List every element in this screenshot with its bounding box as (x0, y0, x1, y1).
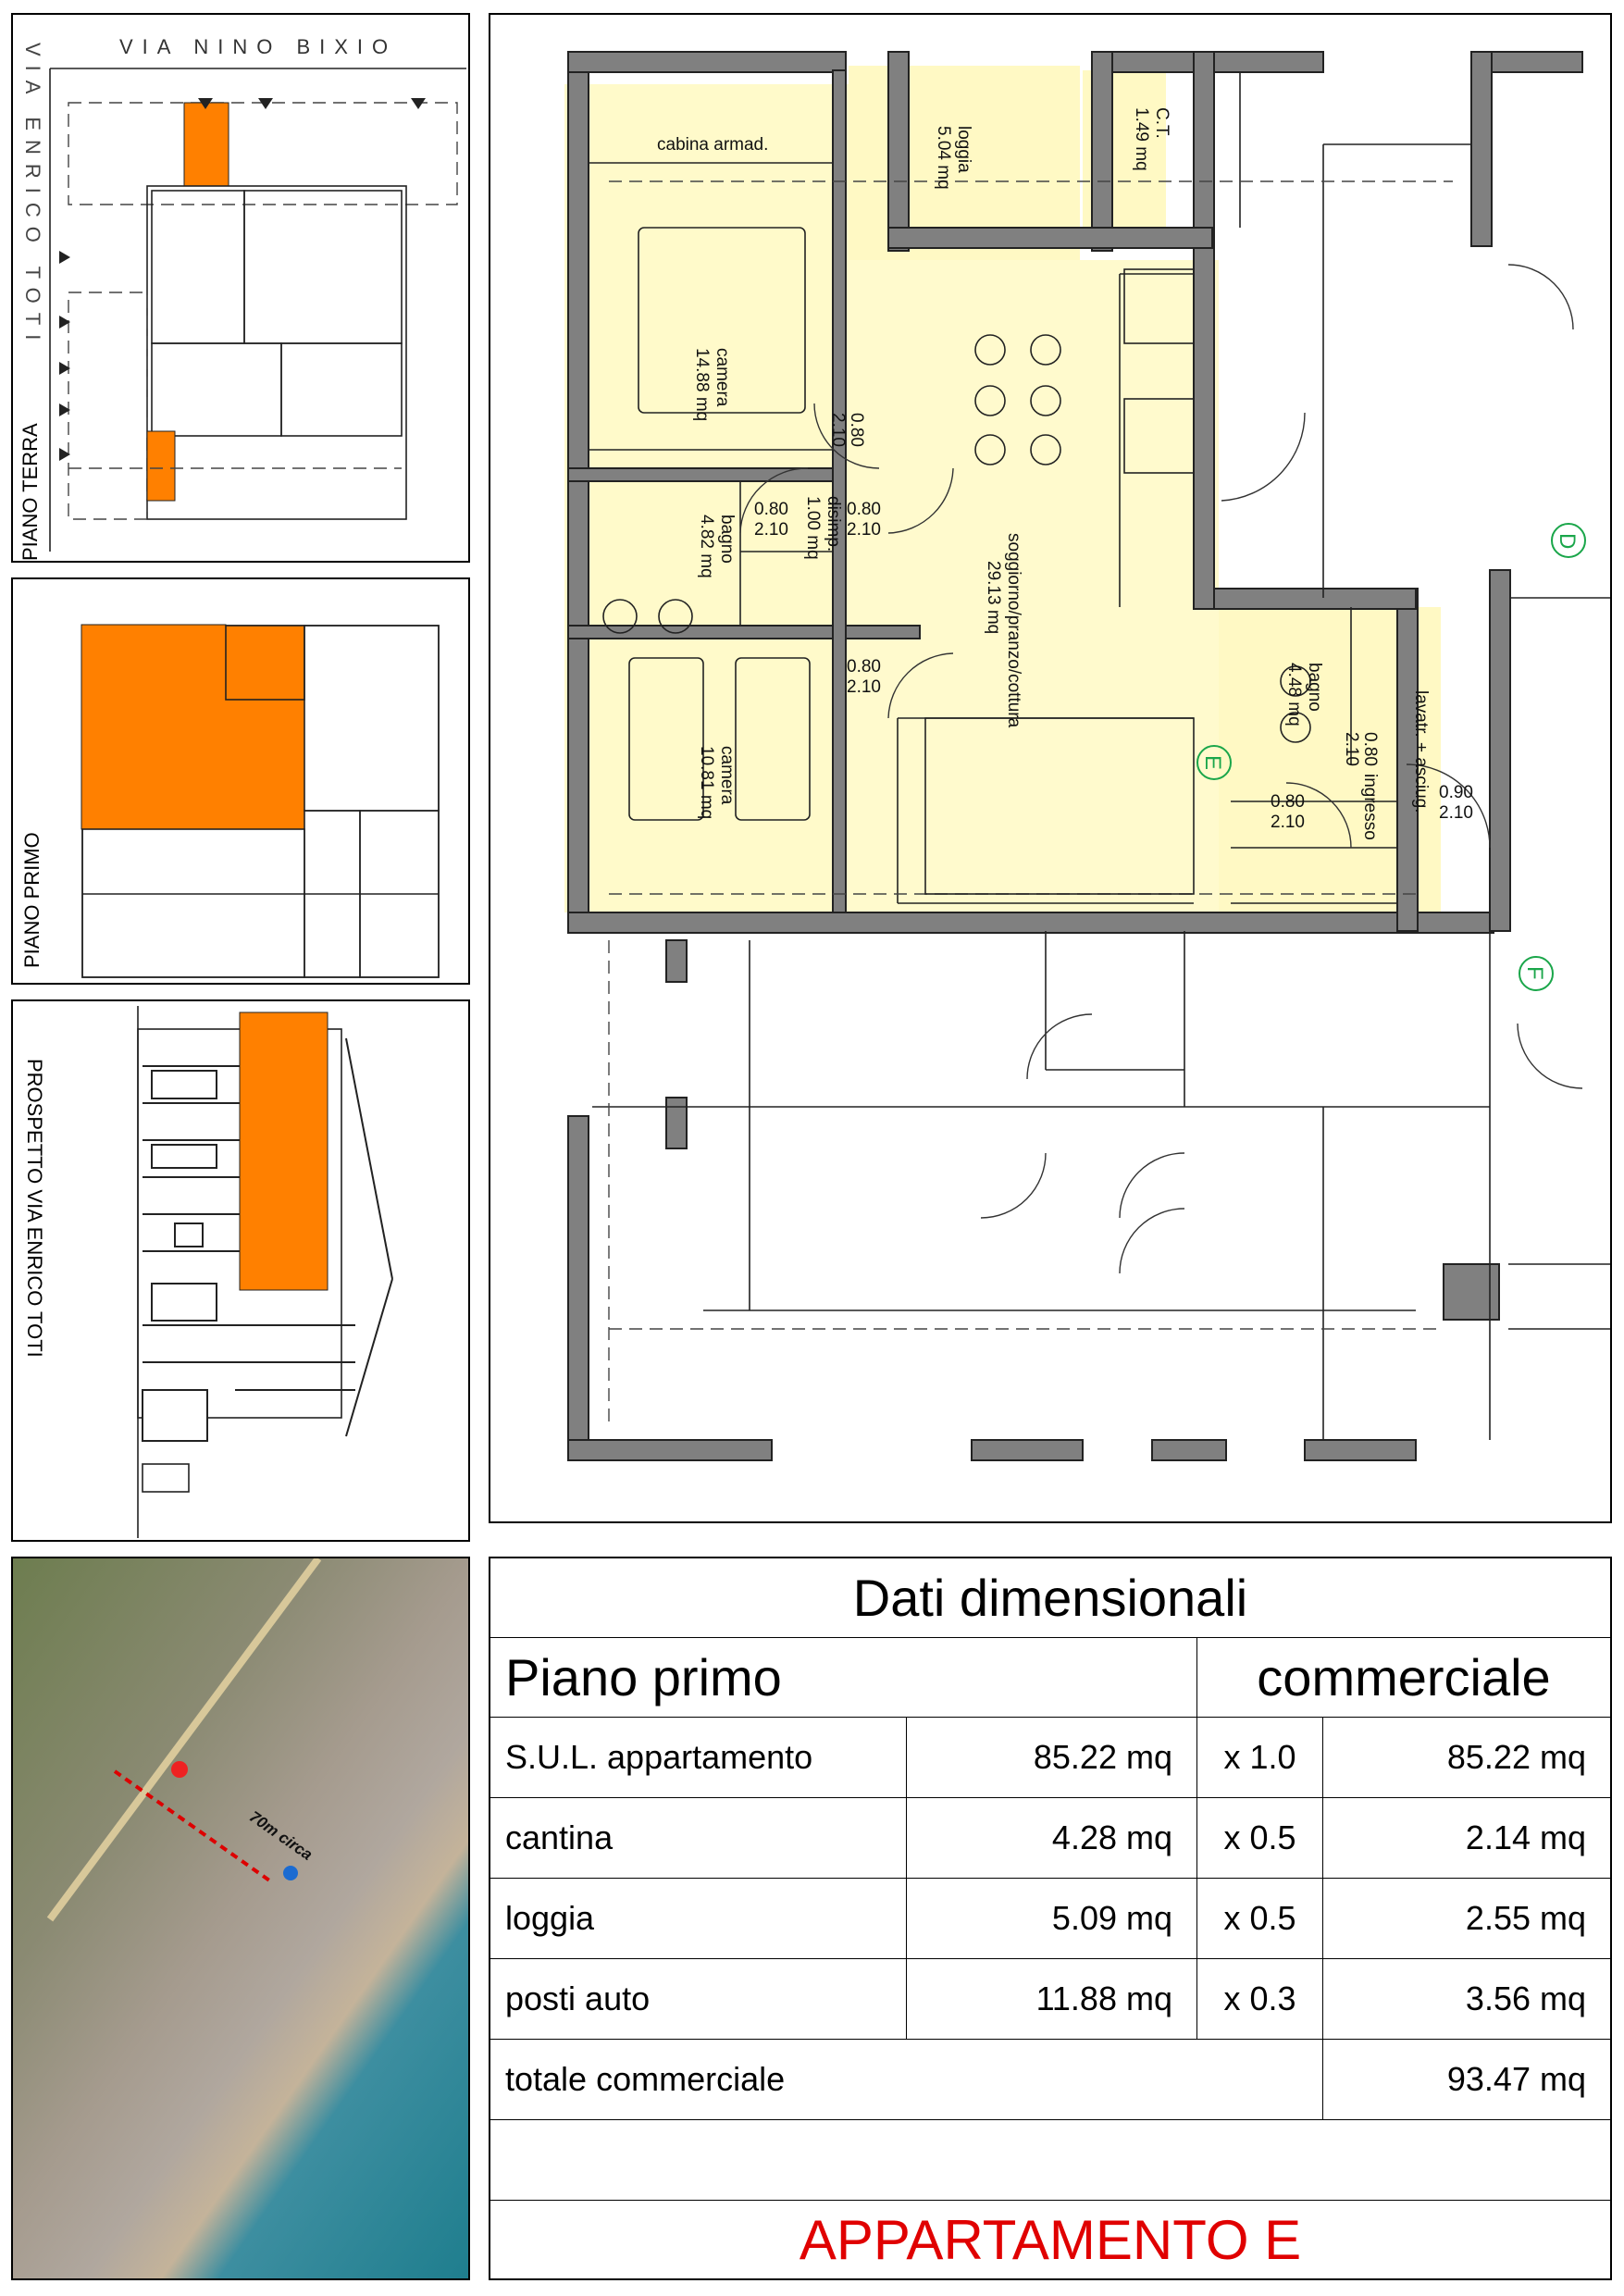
room-ingresso-label: ingresso (1360, 774, 1380, 840)
elevation-drawing (13, 1001, 470, 1542)
room-camera2-name: camera (717, 746, 737, 805)
satellite-map (11, 1557, 470, 2280)
row3-area: 5.09 mq (907, 1879, 1197, 1959)
first-floor-drawing (13, 579, 470, 985)
elevation-label: PROSPETTO VIA ENRICO TOTI (23, 1059, 46, 1358)
room-soggiorno-area: 29.13 mq (984, 561, 1003, 635)
door2-width: 0.80 (754, 500, 788, 519)
door1-width: 0.80 (847, 413, 866, 447)
distance-label: 70m circa (245, 1807, 316, 1864)
door7-height: 2.10 (1439, 803, 1473, 823)
row4-factor: x 0.3 (1197, 1959, 1323, 2040)
floor-plan-panel (489, 13, 1612, 1523)
highlight-cantina (184, 103, 229, 186)
door6-height: 2.10 (1271, 813, 1305, 832)
row3-label: loggia (490, 1879, 907, 1959)
street-left-label: VIA ENRICO TOTI (21, 43, 44, 350)
door7-width: 0.90 (1439, 783, 1473, 802)
row2-area: 4.28 mq (907, 1798, 1197, 1879)
row1-commercial: 85.22 mq (1323, 1718, 1610, 1798)
door4-height: 2.10 (847, 677, 881, 697)
floor-plan-drawing (490, 15, 1612, 1523)
ground-floor-key-plan (11, 13, 470, 563)
blank-row (490, 2120, 1610, 2201)
room-bagno1-area: 4.82 mq (697, 515, 716, 578)
highlight-parking (147, 431, 175, 501)
distance-line (115, 1771, 272, 1882)
row4-commercial: 3.56 mq (1323, 1959, 1610, 2040)
marker-f-label: F (1522, 966, 1547, 980)
row2-label: cantina (490, 1798, 907, 1879)
room-loggia-area: 5.04 mq (934, 126, 953, 190)
map-overlay (13, 1558, 470, 2280)
row2-commercial: 2.14 mq (1323, 1798, 1610, 1879)
room-soggiorno-name: soggiorno/pranzo/cottura (1004, 533, 1023, 728)
room-bagno2-name: bagno (1305, 663, 1324, 712)
elevation-panel (11, 999, 470, 1542)
apartment-title: APPARTAMENTO E (799, 2208, 1302, 2271)
door3-width: 0.80 (847, 500, 881, 519)
row4-label: posti auto (490, 1959, 907, 2040)
room-disimp-name: disimp. (824, 496, 843, 552)
row2-factor: x 0.5 (1197, 1798, 1323, 1879)
row4-area: 11.88 mq (907, 1959, 1197, 2040)
room-camera1-name: camera (713, 348, 732, 407)
total-label: totale commerciale (490, 2040, 1323, 2120)
dimensional-data-table (489, 1557, 1612, 2280)
street-top-label: VIA NINO BIXIO (119, 35, 398, 58)
table-header-right: commerciale (1197, 1638, 1610, 1718)
row1-label: S.U.L. appartamento (490, 1718, 907, 1798)
total-value: 93.47 mq (1323, 2040, 1610, 2120)
door1-height: 2.10 (828, 413, 848, 447)
room-camera1-area: 14.88 mq (692, 348, 712, 422)
first-floor-key-plan (11, 577, 470, 985)
room-ct-area: 1.49 mq (1132, 107, 1151, 171)
location-pin (171, 1761, 188, 1778)
room-disimp-area: 1.00 mq (803, 496, 823, 560)
destination-pin (283, 1866, 298, 1880)
room-cabina-label: cabina armad. (657, 135, 769, 155)
ground-floor-label: PIANO TERRA (19, 423, 42, 561)
room-loggia-name: loggia (954, 126, 973, 173)
room-camera2-area: 10.81 mq (697, 746, 716, 820)
door2-height: 2.10 (754, 520, 788, 540)
room-bagno2-area: 4.48 mq (1284, 663, 1304, 726)
room-bagno1-name: bagno (717, 515, 737, 564)
marker-e-label: E (1200, 755, 1225, 771)
ground-floor-drawing (13, 15, 470, 563)
first-floor-label: PIANO PRIMO (20, 832, 43, 968)
highlight-apartment (81, 625, 304, 829)
door5-width: 0.80 (1360, 732, 1380, 766)
door3-height: 2.10 (847, 520, 881, 540)
row1-factor: x 1.0 (1197, 1718, 1323, 1798)
door6-width: 0.80 (1271, 792, 1305, 812)
table-title: Dati dimensionali (490, 1558, 1610, 1638)
row3-factor: x 0.5 (1197, 1879, 1323, 1959)
row1-area: 85.22 mq (907, 1718, 1197, 1798)
highlight-elevation (240, 1012, 328, 1290)
room-ct-name: C.T. (1152, 107, 1172, 139)
marker-d-label: D (1555, 533, 1580, 550)
door4-width: 0.80 (847, 657, 881, 676)
door5-height: 2.10 (1342, 732, 1361, 766)
row3-commercial: 2.55 mq (1323, 1879, 1610, 1959)
room-lavatr-label: lavatr. + asciug. (1411, 690, 1431, 813)
table-header-left: Piano primo (490, 1638, 1197, 1718)
